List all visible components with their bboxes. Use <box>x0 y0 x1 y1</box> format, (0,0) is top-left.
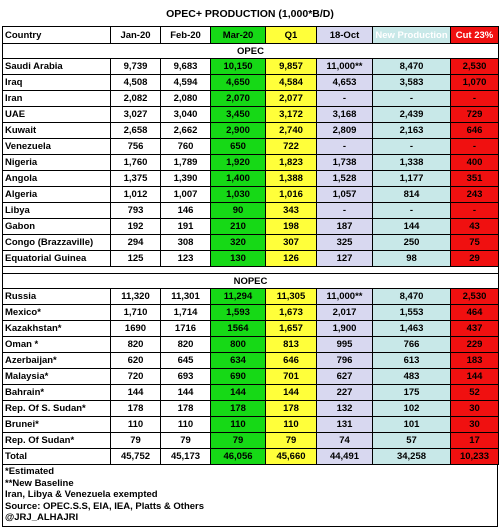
cell-18oct: 325 <box>317 235 373 251</box>
total-cell-cut: 10,233 <box>451 449 499 465</box>
cell-mar20: 110 <box>211 417 266 433</box>
cell-feb20: 760 <box>161 139 211 155</box>
section-header-opec <box>3 44 499 59</box>
cell-q1: 343 <box>266 203 317 219</box>
cell-jan20: 1,760 <box>111 155 161 171</box>
cell-q1: 646 <box>266 353 317 369</box>
cell-q1: 3,172 <box>266 107 317 123</box>
table-row <box>3 353 499 369</box>
cell-18oct: 1,738 <box>317 155 373 171</box>
cell-feb20: 645 <box>161 353 211 369</box>
section-label: NOPEC <box>3 274 499 289</box>
cell-jan20: 620 <box>111 353 161 369</box>
cell-feb20: 693 <box>161 369 211 385</box>
cell-jan20: 1,710 <box>111 305 161 321</box>
cell-q1: 813 <box>266 337 317 353</box>
table-row <box>3 75 499 91</box>
cell-q1: 1,388 <box>266 171 317 187</box>
cell-new-production: 144 <box>373 219 451 235</box>
cell-cut: 464 <box>451 305 499 321</box>
table-row <box>3 417 499 433</box>
cell-jan20: 820 <box>111 337 161 353</box>
table-row <box>3 59 499 75</box>
cell-new-production: 101 <box>373 417 451 433</box>
table-row <box>3 235 499 251</box>
cell-q1: 2,077 <box>266 91 317 107</box>
cell-18oct: 1,900 <box>317 321 373 337</box>
cell-mar20: 690 <box>211 369 266 385</box>
cell-q1: 722 <box>266 139 317 155</box>
cell-jan20: 192 <box>111 219 161 235</box>
cell-18oct: - <box>317 91 373 107</box>
cell-18oct: - <box>317 203 373 219</box>
cell-mar20: 3,450 <box>211 107 266 123</box>
cell-18oct: 131 <box>317 417 373 433</box>
cell-new-production: 2,163 <box>373 123 451 139</box>
cell-country: Angola <box>3 171 111 187</box>
cell-new-production: 8,470 <box>373 59 451 75</box>
cell-cut: - <box>451 91 499 107</box>
cell-q1: 110 <box>266 417 317 433</box>
total-cell-feb20: 45,173 <box>161 449 211 465</box>
header-18oct: 18-Oct <box>317 27 373 44</box>
table-row <box>3 385 499 401</box>
cell-mar20: 1,030 <box>211 187 266 203</box>
cell-18oct: 995 <box>317 337 373 353</box>
table-row <box>3 305 499 321</box>
header-country: Country <box>3 27 111 44</box>
cell-new-production: 8,470 <box>373 289 451 305</box>
cell-new-production: - <box>373 203 451 219</box>
cell-feb20: 4,594 <box>161 75 211 91</box>
table-body <box>3 27 499 465</box>
cell-q1: 126 <box>266 251 317 267</box>
cell-country: Rep. Of S. Sudan* <box>3 401 111 417</box>
cell-country: UAE <box>3 107 111 123</box>
cell-country: Russia <box>3 289 111 305</box>
cell-mar20: 1,920 <box>211 155 266 171</box>
section-header-nopec <box>3 274 499 289</box>
cell-new-production: 2,439 <box>373 107 451 123</box>
cell-country: Iraq <box>3 75 111 91</box>
cell-country: Bahrain* <box>3 385 111 401</box>
header-new-production: New Production <box>373 27 451 44</box>
cell-new-production: - <box>373 139 451 155</box>
cell-q1: 9,857 <box>266 59 317 75</box>
cell-cut: - <box>451 203 499 219</box>
cell-jan20: 720 <box>111 369 161 385</box>
divider-cell <box>3 267 499 274</box>
cell-mar20: 1,400 <box>211 171 266 187</box>
cell-country: Saudi Arabia <box>3 59 111 75</box>
cell-18oct: 2,809 <box>317 123 373 139</box>
cell-18oct: 187 <box>317 219 373 235</box>
table-row <box>3 369 499 385</box>
cell-jan20: 1690 <box>111 321 161 337</box>
cell-18oct: 1,528 <box>317 171 373 187</box>
table-row <box>3 289 499 305</box>
cell-jan20: 2,658 <box>111 123 161 139</box>
table-row <box>3 91 499 107</box>
cell-country: Nigeria <box>3 155 111 171</box>
cell-18oct: 74 <box>317 433 373 449</box>
cell-country: Malaysia* <box>3 369 111 385</box>
cell-18oct: 127 <box>317 251 373 267</box>
cell-18oct: - <box>317 139 373 155</box>
cell-new-production: 1,177 <box>373 171 451 187</box>
cell-jan20: 4,508 <box>111 75 161 91</box>
cell-feb20: 146 <box>161 203 211 219</box>
section-divider <box>3 267 499 274</box>
cell-jan20: 1,012 <box>111 187 161 203</box>
cell-new-production: 1,553 <box>373 305 451 321</box>
cell-new-production: 1,463 <box>373 321 451 337</box>
cell-country: Kazakhstan* <box>3 321 111 337</box>
cell-country: Iran <box>3 91 111 107</box>
cell-cut: 183 <box>451 353 499 369</box>
total-cell-mar20: 46,056 <box>211 449 266 465</box>
cell-country: Venezuela <box>3 139 111 155</box>
cell-18oct: 4,653 <box>317 75 373 91</box>
cell-q1: 2,740 <box>266 123 317 139</box>
cell-feb20: 178 <box>161 401 211 417</box>
cell-q1: 11,305 <box>266 289 317 305</box>
page-title: OPEC+ PRODUCTION (1,000*B/D) <box>166 8 334 20</box>
cell-new-production: 613 <box>373 353 451 369</box>
cell-feb20: 1,789 <box>161 155 211 171</box>
cell-cut: 29 <box>451 251 499 267</box>
cell-feb20: 3,040 <box>161 107 211 123</box>
cell-feb20: 2,662 <box>161 123 211 139</box>
header-mar20: Mar-20 <box>211 27 266 44</box>
cell-new-production: 57 <box>373 433 451 449</box>
cell-new-production: 1,338 <box>373 155 451 171</box>
cell-cut: 400 <box>451 155 499 171</box>
table-row <box>3 107 499 123</box>
cell-mar20: 90 <box>211 203 266 219</box>
cell-18oct: 627 <box>317 369 373 385</box>
cell-feb20: 1,390 <box>161 171 211 187</box>
cell-country: Gabon <box>3 219 111 235</box>
cell-cut: 17 <box>451 433 499 449</box>
cell-18oct: 132 <box>317 401 373 417</box>
cell-18oct: 796 <box>317 353 373 369</box>
cell-feb20: 110 <box>161 417 211 433</box>
table-row <box>3 171 499 187</box>
table-row <box>3 401 499 417</box>
cell-mar20: 1,593 <box>211 305 266 321</box>
header-feb20: Feb-20 <box>161 27 211 44</box>
cell-cut: 2,530 <box>451 289 499 305</box>
cell-mar20: 210 <box>211 219 266 235</box>
cell-mar20: 2,900 <box>211 123 266 139</box>
total-cell-jan20: 45,752 <box>111 449 161 465</box>
cell-jan20: 9,739 <box>111 59 161 75</box>
cell-feb20: 144 <box>161 385 211 401</box>
cell-new-production: 483 <box>373 369 451 385</box>
cell-q1: 178 <box>266 401 317 417</box>
cell-mar20: 11,294 <box>211 289 266 305</box>
footnote: Source: OPEC.S.S, EIA, IEA, Platts & Others <box>5 500 205 512</box>
cell-cut: 75 <box>451 235 499 251</box>
cell-q1: 1,823 <box>266 155 317 171</box>
cell-jan20: 144 <box>111 385 161 401</box>
table-row <box>3 203 499 219</box>
cell-mar20: 178 <box>211 401 266 417</box>
cell-feb20: 2,080 <box>161 91 211 107</box>
cell-country: Oman * <box>3 337 111 353</box>
total-cell-new-production: 34,258 <box>373 449 451 465</box>
cell-18oct: 11,000** <box>317 289 373 305</box>
cell-country: Rep. Of Sudan* <box>3 433 111 449</box>
cell-new-production: 3,583 <box>373 75 451 91</box>
cell-cut: 437 <box>451 321 499 337</box>
cell-cut: - <box>451 139 499 155</box>
cell-q1: 701 <box>266 369 317 385</box>
cell-country: Equatorial Guinea <box>3 251 111 267</box>
table-row <box>3 433 499 449</box>
cell-new-production: 102 <box>373 401 451 417</box>
cell-cut: 30 <box>451 417 499 433</box>
cell-mar20: 2,070 <box>211 91 266 107</box>
cell-feb20: 11,301 <box>161 289 211 305</box>
cell-18oct: 3,168 <box>317 107 373 123</box>
table-row <box>3 219 499 235</box>
cell-jan20: 2,082 <box>111 91 161 107</box>
header-row <box>3 27 499 44</box>
cell-jan20: 3,027 <box>111 107 161 123</box>
cell-cut: 52 <box>451 385 499 401</box>
cell-cut: 729 <box>451 107 499 123</box>
table-row <box>3 337 499 353</box>
cell-new-production: 175 <box>373 385 451 401</box>
production-table <box>2 26 499 465</box>
total-cell-country: Total <box>3 449 111 465</box>
cell-cut: 2,530 <box>451 59 499 75</box>
cell-new-production: 814 <box>373 187 451 203</box>
cell-new-production: 766 <box>373 337 451 353</box>
cell-feb20: 820 <box>161 337 211 353</box>
table-row <box>3 251 499 267</box>
cell-q1: 4,584 <box>266 75 317 91</box>
cell-country: Mexico* <box>3 305 111 321</box>
cell-mar20: 4,650 <box>211 75 266 91</box>
cell-cut: 646 <box>451 123 499 139</box>
cell-mar20: 79 <box>211 433 266 449</box>
cell-feb20: 1716 <box>161 321 211 337</box>
cell-jan20: 11,320 <box>111 289 161 305</box>
cell-cut: 43 <box>451 219 499 235</box>
cell-jan20: 1,375 <box>111 171 161 187</box>
cell-feb20: 1,714 <box>161 305 211 321</box>
table-row <box>3 321 499 337</box>
production-sheet <box>2 2 498 527</box>
cell-mar20: 634 <box>211 353 266 369</box>
cell-feb20: 308 <box>161 235 211 251</box>
cell-q1: 1,657 <box>266 321 317 337</box>
cell-q1: 79 <box>266 433 317 449</box>
cell-jan20: 79 <box>111 433 161 449</box>
cell-jan20: 178 <box>111 401 161 417</box>
total-row <box>3 449 499 465</box>
cell-feb20: 123 <box>161 251 211 267</box>
table-row <box>3 139 499 155</box>
cell-new-production: - <box>373 91 451 107</box>
cell-new-production: 98 <box>373 251 451 267</box>
cell-country: Libya <box>3 203 111 219</box>
cell-q1: 144 <box>266 385 317 401</box>
cell-jan20: 110 <box>111 417 161 433</box>
cell-18oct: 11,000** <box>317 59 373 75</box>
header-jan20: Jan-20 <box>111 27 161 44</box>
header-q1: Q1 <box>266 27 317 44</box>
section-label: OPEC <box>3 44 499 59</box>
cell-cut: 144 <box>451 369 499 385</box>
cell-feb20: 9,683 <box>161 59 211 75</box>
footnote: Iran, Libya & Venezuela exempted <box>5 489 158 500</box>
cell-feb20: 79 <box>161 433 211 449</box>
cell-country: Algeria <box>3 187 111 203</box>
cell-new-production: 250 <box>373 235 451 251</box>
cell-jan20: 294 <box>111 235 161 251</box>
cell-cut: 30 <box>451 401 499 417</box>
cell-country: Brunei* <box>3 417 111 433</box>
cell-mar20: 130 <box>211 251 266 267</box>
cell-cut: 351 <box>451 171 499 187</box>
total-cell-q1: 45,660 <box>266 449 317 465</box>
cell-mar20: 320 <box>211 235 266 251</box>
cell-18oct: 1,057 <box>317 187 373 203</box>
cell-q1: 307 <box>266 235 317 251</box>
table-row <box>3 187 499 203</box>
cell-18oct: 227 <box>317 385 373 401</box>
cell-q1: 1,673 <box>266 305 317 321</box>
cell-country: Congo (Brazzaville) <box>3 235 111 251</box>
footnote: *Estimated <box>5 466 55 477</box>
cell-feb20: 1,007 <box>161 187 211 203</box>
cell-mar20: 10,150 <box>211 59 266 75</box>
cell-country: Kuwait <box>3 123 111 139</box>
cell-jan20: 793 <box>111 203 161 219</box>
cell-mar20: 144 <box>211 385 266 401</box>
cell-q1: 1,016 <box>266 187 317 203</box>
header-cut: Cut 23% <box>451 27 499 44</box>
cell-cut: 1,070 <box>451 75 499 91</box>
footnotes <box>2 465 498 527</box>
footnote: **New Baseline <box>5 477 74 489</box>
total-cell-18oct: 44,491 <box>317 449 373 465</box>
cell-feb20: 191 <box>161 219 211 235</box>
table-row <box>3 123 499 139</box>
cell-q1: 198 <box>266 219 317 235</box>
cell-country: Azerbaijan* <box>3 353 111 369</box>
table-row <box>3 155 499 171</box>
footnote: @JRJ_ALHAJRI <box>5 512 79 523</box>
cell-jan20: 756 <box>111 139 161 155</box>
cell-cut: 229 <box>451 337 499 353</box>
cell-jan20: 125 <box>111 251 161 267</box>
cell-mar20: 650 <box>211 139 266 155</box>
cell-mar20: 1564 <box>211 321 266 337</box>
cell-mar20: 800 <box>211 337 266 353</box>
cell-cut: 243 <box>451 187 499 203</box>
cell-18oct: 2,017 <box>317 305 373 321</box>
